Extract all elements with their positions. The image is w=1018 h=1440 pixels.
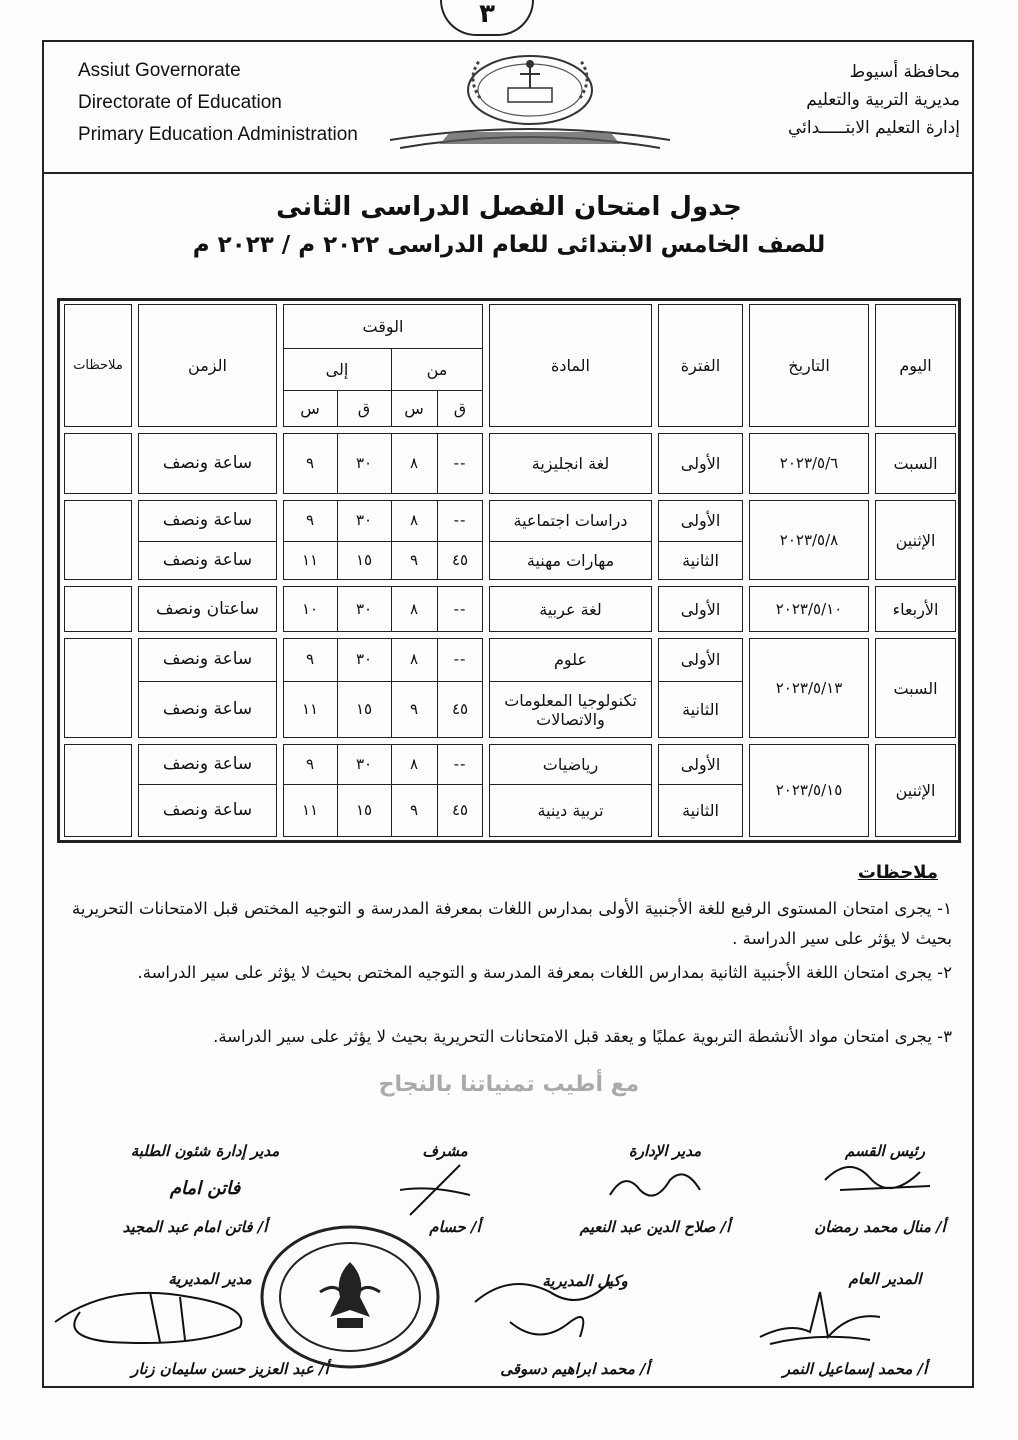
signature-scribble-icon [470,1262,620,1352]
sig-supervisor-name: أ/ حسام [429,1218,481,1236]
cell-from-minutes: -- [453,754,467,773]
cell-subject: رياضيات [542,754,599,774]
cell-from-hours: ٨ [409,754,419,773]
cell-date: ٢٠٢٣/٥/٦ [779,454,839,472]
closing-wishes: مع أطيب تمنياتنا بالنجاح [378,1072,640,1097]
cell-duration: ساعة ونصف [162,453,253,473]
sig-undersecretary-title: وكيل المديرية [542,1272,628,1290]
sig-general-director-name: أ/ محمد إسماعيل النمر [782,1360,928,1378]
header-from-minutes: ق [453,399,467,418]
sig-directorate-director-name: أ/ عبد العزيز حسن سليمان زنار [131,1360,329,1378]
cell-subject: تكنولوجيا المعلومات والاتصالات [504,690,637,729]
cell-to-minutes: ٣٠ [355,511,373,529]
table-cell-box [64,638,132,738]
cell-to-hours: ١١ [301,801,319,819]
cell-to-hours: ١١ [301,551,319,569]
sig-directorate-director-title: مدير المديرية [168,1270,252,1288]
header-subject: المادة [551,356,590,375]
cell-period: الثانية [682,551,719,570]
cell-to-minutes: ٣٠ [355,650,373,668]
table-cell-box [64,586,132,632]
header-time: الوقت [362,316,404,336]
sig-supervisor-title: مشرف [422,1142,468,1160]
sig-head-of-section-name: أ/ منال محمد رمضان [814,1218,946,1236]
header-from-hours: س [404,399,424,418]
cell-day: الإثنين [895,530,936,550]
cell-day: الإثنين [895,781,936,800]
header-to-minutes: ق [357,399,371,418]
cell-period: الأولى [680,599,721,619]
note-item: ٣- يجرى امتحان مواد الأنشطة التربوية عمليًا و يعقد قبل الامتحانات التحريرية بحيث لا يؤثر على سير الدراسة. [213,1027,952,1046]
table-cell-box [64,433,132,494]
cell-duration: ساعة ونصف [162,753,253,774]
cell-to-minutes: ٣٠ [355,599,373,618]
cell-period: الثانية [682,700,719,719]
cell-subject: لغة عربية [539,599,602,619]
cell-day: السبت [893,454,938,473]
cell-duration: ساعة ونصف [162,510,253,530]
note-item: ٢- يجرى امتحان اللغة الأجنبية الثانية بمدارس اللغات بمعرفة المدرسة و التوجيه المختص بحيث لا يؤثر على سير الدراسة. [137,963,952,982]
signature-scribble-icon [390,1160,480,1220]
header-day: اليوم [899,356,932,375]
signature-scribble-icon [820,1150,940,1200]
sig-admin-director-name: أ/ صلاح الدين عبد النعيم [579,1218,731,1236]
cell-from-hours: ٩ [409,551,419,569]
cell-date: ٢٠٢٣/٥/١٠ [775,599,843,618]
header-to-hours: س [300,399,320,418]
cell-duration: ساعة ونصف [162,699,253,719]
header-to: إلى [325,359,349,379]
sig-student-affairs-name: أ/ فاتن امام عبد المجيد [122,1218,268,1236]
cell-from-hours: ٩ [409,801,419,819]
table-cell-box [64,500,132,580]
administration-logo-icon [380,48,680,158]
official-stamp-icon [255,1222,445,1372]
header-en-directorate: Directorate of Education [78,92,282,113]
cell-duration: ساعة ونصف [162,649,253,669]
signature-scribble-icon [600,1160,710,1210]
header-duration: الزمن [188,356,227,375]
cell-from-minutes: ٤٥ [451,801,469,819]
cell-from-hours: ٨ [409,511,419,529]
cell-from-minutes: ٤٥ [451,551,469,569]
cell-period: الأولى [680,754,721,774]
cell-to-hours: ٩ [305,511,315,529]
cell-period: الأولى [680,650,721,669]
signature-scribble-icon [50,1272,260,1352]
schedule-subtitle: للصف الخامس الابتدائى للعام الدراسى ٢٠٢٢ م / ٢٠٢٣ م [192,232,826,258]
cell-to-minutes: ٣٠ [355,754,373,773]
cell-date: ٢٠٢٣/٥/٨ [779,530,839,549]
cell-day: السبت [893,678,938,698]
cell-to-hours: ١١ [301,700,319,718]
sig-admin-director-title: مدير الإدارة [628,1142,702,1160]
header-date: التاريخ [788,356,830,375]
signature-scribble-icon [750,1282,890,1352]
cell-date: ٢٠٢٣/٥/١٣ [775,678,843,697]
cell-from-hours: ٨ [409,599,419,618]
cell-date: ٢٠٢٣/٥/١٥ [775,781,843,799]
cell-period: الأولى [680,511,721,530]
header-from: من [426,359,448,379]
cell-subject: مهارات مهنية [526,551,615,570]
notes-title: ملاحظات [857,862,938,883]
cell-from-minutes: -- [453,454,467,472]
cell-period: الثانية [682,801,719,820]
cell-from-minutes: -- [453,599,467,618]
cell-duration: ساعة ونصف [162,800,253,820]
cell-subject: تربية دينية [537,801,604,820]
cell-duration: ساعة ونصف [162,550,253,570]
cell-duration: ساعتان ونصف [155,598,260,619]
cell-to-minutes: ١٥ [355,700,373,718]
cell-from-hours: ٨ [409,650,419,668]
sig-undersecretary-name: أ/ محمد ابراهيم دسوقى [500,1360,650,1378]
header-en-governorate: Assiut Governorate [78,60,241,81]
cell-to-hours: ٩ [305,754,315,773]
cell-to-minutes: ٣٠ [355,454,373,472]
sig-general-director-title: المدير العام [848,1270,922,1288]
note-item: ١- يجرى امتحان المستوى الرفيع للغة الأجنبية الأولى بمدارس اللغات بمعرفة المدرسة و التوجيه المختص قبل الامتحانات التحريرية بحيث لا يؤثر على سير الدراسة . [72,899,952,948]
header-ar-administration: إدارة التعليم الابتـــــدائي [788,118,960,138]
cell-to-hours: ٩ [305,454,315,472]
sig-head-of-section-title: رئيس القسم [845,1142,925,1160]
cell-to-hours: ١٠ [301,599,319,618]
cell-from-minutes: -- [453,511,467,529]
cell-to-minutes: ١٥ [355,551,373,569]
sig-student-affairs-handwriting: فاتن امام [169,1178,241,1199]
header-ar-directorate: مديرية التربية والتعليم [806,90,960,110]
cell-from-hours: ٨ [409,454,419,472]
cell-from-minutes: -- [453,650,467,668]
header-ar-governorate: محافظة أسيوط [849,62,960,82]
sig-student-affairs-title: مدير إدارة شئون الطلبة [130,1142,280,1160]
cell-subject: دراسات اجتماعية [513,511,628,530]
cell-from-minutes: ٤٥ [451,700,469,718]
table-cell-box [64,744,132,837]
cell-to-hours: ٩ [305,650,315,668]
cell-subject: علوم [554,650,588,669]
header-period: الفترة [680,356,721,375]
header-divider [42,172,974,174]
cell-from-hours: ٩ [409,700,419,718]
page-number: ٣ [440,0,534,36]
cell-to-minutes: ١٥ [355,801,373,819]
schedule-title: جدول امتحان الفصل الدراسى الثانى [276,192,742,222]
header-en-administration: Primary Education Administration [78,124,358,145]
cell-day: الأربعاء [892,599,939,619]
cell-period: الأولى [680,454,721,473]
header-notes: ملاحظات [73,358,123,373]
cell-subject: لغة انجليزية [531,454,610,473]
